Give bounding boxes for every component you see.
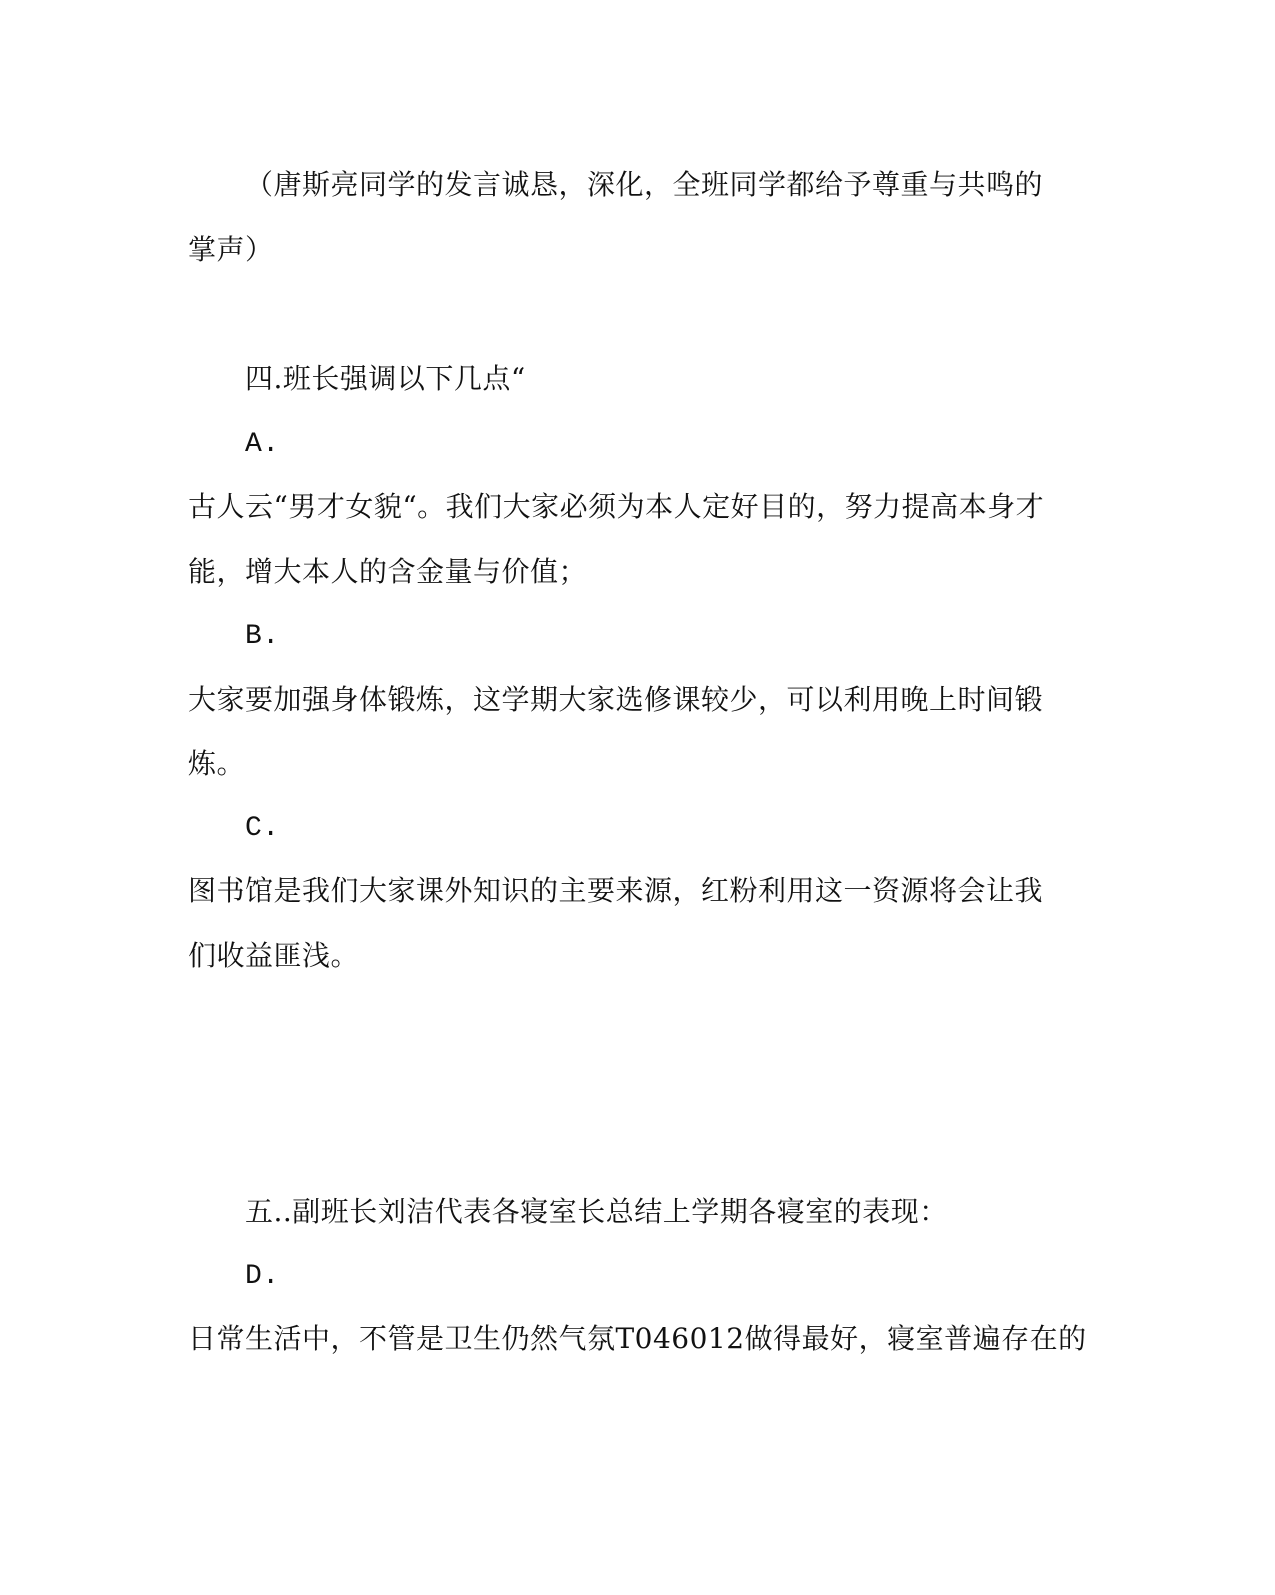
paragraph-line: 日常生活中，不管是卫生仍然气氛T046012做得最好，寝室普遍存在的 [188,1322,1087,1355]
paragraph-line: 古人云“男才女貌“。我们大家必须为本人定好目的，努力提高本身才 [188,490,1045,523]
paragraph-line: 们收益匪浅。 [188,939,360,972]
item-label: C. [245,813,280,844]
paragraph-line: 大家要加强身体锻炼，这学期大家选修课较少，可以利用晚上时间锻 [188,683,1044,716]
section-heading: 四.班长强调以下几点“ [245,362,526,395]
item-label: A. [245,429,280,460]
paragraph-line: 能，增大本人的含金量与价值； [188,555,588,588]
section-heading: 五..副班长刘洁代表各寝室长总结上学期各寝室的表现： [245,1195,948,1228]
item-label: D. [245,1261,280,1292]
paragraph-line: （唐斯亮同学的发言诚恳，深化，全班同学都给予尊重与共鸣的 [245,168,1044,201]
item-label: B. [245,621,280,652]
paragraph-line: 掌声） [188,233,274,266]
paragraph-line: 图书馆是我们大家课外知识的主要来源，红粉利用这一资源将会让我 [188,874,1044,907]
paragraph-line: 炼。 [188,747,246,780]
